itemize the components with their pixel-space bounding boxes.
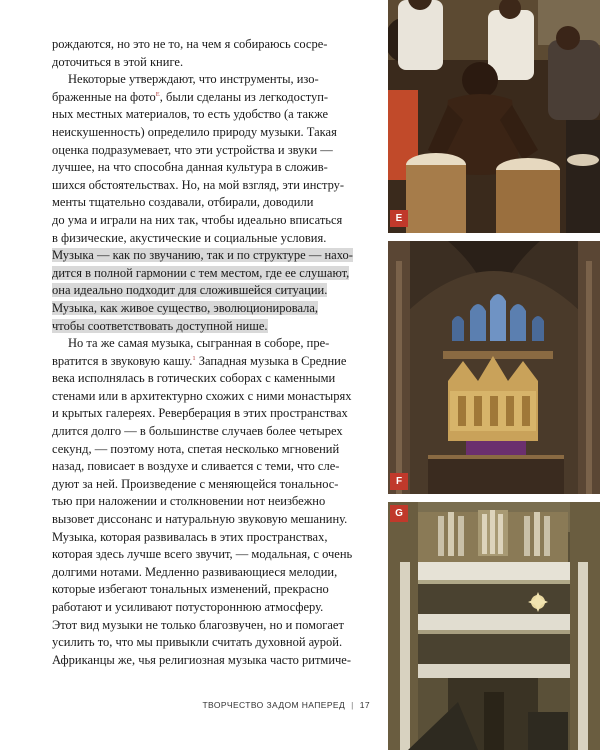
text-line: секунд, — поэтому нота, спетая несколько мгновений (52, 441, 340, 456)
text-line: ных местных материалов, то есть удобство (а также (52, 107, 329, 122)
text-line: вызовет диссонанс и натуральную звуковую мешанину. (52, 512, 348, 527)
gothic-cathedral-altar-photo[interactable] (388, 241, 600, 494)
church-organ-interior-photo[interactable] (388, 502, 600, 750)
running-title: ТВОРЧЕСТВО ЗАДОМ НАПЕРЕД (202, 700, 346, 710)
page-footer (190, 700, 370, 710)
footer-separator: | (351, 700, 354, 710)
body-text (52, 36, 370, 669)
highlighted-line: Музыка — как по звучанию, так и по структуре — нахо- (52, 248, 353, 263)
text-line: Африканцы же, чья религиозная музыка часто ритмиче- (52, 652, 352, 667)
photo-label-e: E (390, 210, 408, 227)
highlighted-line: дится в полной гармонии с тем местом, где ее слушают, (52, 265, 350, 280)
text-line: работают и усиливают потустороннюю атмосферу. (52, 600, 324, 614)
drummer-illustration (388, 0, 600, 233)
text-line: доточиться в этой книге. (52, 54, 184, 69)
organ-illustration (388, 502, 600, 750)
text-line: до ума и играли на них так, чтобы идеально вписаться (52, 212, 343, 227)
text-line: дуют за ней. Произведение с меняющейся тональнос- (52, 476, 339, 491)
text-line: вратится в звуковую кашу. (52, 353, 193, 368)
photo-label-f: F (390, 473, 408, 490)
photo-label-g: G (390, 505, 408, 522)
cathedral-illustration (388, 241, 600, 494)
highlighted-line: чтобы соответствовать доступной нише. (52, 318, 268, 333)
text-line: рождаются, но это не то, на чем я собираюсь сосре- (52, 37, 328, 51)
text-line: в физические, акустические и социальные условия. (52, 230, 327, 245)
text-line: усилить то, что мы привыкли считать духовной аурой. (52, 635, 343, 650)
text-line: Музыка, которая развивалась в этих пространствах, (52, 529, 328, 544)
paragraph-3 (52, 335, 370, 669)
paragraph-2 (52, 71, 370, 335)
text-line: Этот вид музыки не только благозвучен, но и помогает (52, 617, 344, 632)
text-line: , были сделаны из легкодоступ- (159, 89, 329, 104)
african-drummer-photo[interactable] (388, 0, 600, 233)
text-line: и крытых галереях. Реверберация в этих пространствах (52, 406, 348, 421)
text-line: Западная музыка в Средние (195, 353, 347, 368)
photo-reference-mark[interactable]: E (155, 90, 160, 98)
text-line: лучшее, на что способна данная культура в сложив- (52, 160, 328, 175)
text-line: неискушенность) определило природу музыки. Такая (52, 124, 337, 139)
paragraph-1 (52, 36, 370, 71)
text-line: тью при наложении и столкновении нот неизбежно (52, 494, 326, 509)
highlighted-line: она идеально подходит для сложившейся ситуации. (52, 283, 328, 298)
text-line: браженные на фото (52, 89, 156, 104)
text-line: менты тщательно создавали, отбирали, доводили (52, 195, 314, 210)
text-line: стенами или в архитектурно схожих с ними монастырях (52, 388, 352, 403)
footnote-mark[interactable]: 1 (192, 354, 196, 362)
photo-strip (388, 0, 600, 750)
text-line: шихся обстоятельствах. Но, на мой взгляд, эти инстру- (52, 177, 345, 192)
text-line: Но та же самая музыка, сыгранная в соборе, пре- (68, 336, 330, 351)
text-line: Некоторые утверждают, что инструменты, изо- (68, 72, 319, 87)
text-line: которые избегают тональных изменений, прекрасно (52, 582, 329, 597)
text-line: долгими нотами. Медленно развивающиеся мелодии, (52, 564, 338, 579)
page-number: 17 (359, 700, 370, 710)
text-line: длится долго — в большинстве случаев более четырех (52, 424, 343, 439)
highlighted-line: Музыка, как живое существо, эволюционировала, (52, 300, 319, 315)
text-line: назад, повисает в воздухе и сливается с теми, что сле- (52, 459, 340, 474)
text-line: которая здесь лучше всего звучит, — модальная, с очень (52, 547, 353, 562)
text-line: оценка подразумевает, что эти устройства и звуки — (52, 142, 333, 157)
text-line: века исполнялась в готических соборах с каменными (52, 371, 336, 386)
